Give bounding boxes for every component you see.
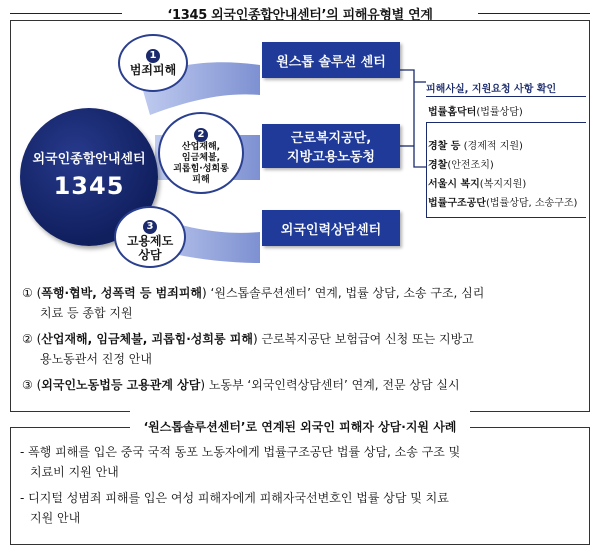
support-panel xyxy=(426,80,586,95)
panel-rule xyxy=(426,122,586,123)
support-org: 법률구조공단 xyxy=(428,198,486,209)
support-note: (경제적 지원) xyxy=(463,141,523,152)
bubble-label: 범죄피해 xyxy=(129,63,177,77)
cases-list xyxy=(20,442,582,528)
item-text: 근로복지공단 보험급여 신청 또는 지방고 xyxy=(257,332,474,346)
explanation-item: ① (폭행·협박, 성폭력 등 범죄피해) ‘원스톱솔루션센터’ 연계, 법률 상담, 소송 구조, 심리 치료 등 종합 지원 xyxy=(22,283,582,327)
box-label: 외국인력상담센터 xyxy=(280,222,382,238)
support-list xyxy=(428,137,577,213)
item-mark: ③ xyxy=(22,378,33,392)
number-2-badge: 2 xyxy=(194,128,208,142)
support-heading: 피해사실, 지원요청 사항 확인 xyxy=(426,84,557,95)
item-text: 노동부 ‘외국인력상담센터’ 연계, 전문 상담 실시 xyxy=(205,378,460,392)
panel-rule xyxy=(426,96,586,97)
case-item xyxy=(20,442,582,482)
cases-title: ‘원스톱솔루션센터’로 연계된 외국인 피해자 상담·지원 사례 xyxy=(143,420,457,434)
bubble-label: 산업재해, xyxy=(181,142,221,152)
hub-name: 외국인종합안내센터 xyxy=(32,152,146,167)
support-note: (안전조치) xyxy=(447,160,494,171)
item-text: 용노동관서 진정 안내 xyxy=(40,352,152,366)
number-1-badge: 1 xyxy=(146,49,160,63)
bubble-label: 피해 xyxy=(192,175,210,185)
box-foreign-worker-center xyxy=(262,210,400,246)
bubble-labor-damage xyxy=(158,112,244,194)
box-label: 근로복지공단, xyxy=(290,131,372,146)
item-category: 산업재해, 임금체불, 괴롭힘·성희롱 피해 xyxy=(41,332,253,346)
panel-rule xyxy=(426,217,586,218)
explanations xyxy=(22,283,582,395)
case-item xyxy=(20,488,582,528)
panel-rule xyxy=(426,122,427,217)
number-3-badge: 3 xyxy=(143,220,157,234)
item-text: 치료 등 종합 지원 xyxy=(40,306,133,320)
support-org: 서울시 복지 xyxy=(428,179,480,190)
item-text: ‘원스톱솔루션센터’ 연계, 법률 상담, 소송 구조, 심리 xyxy=(206,286,485,300)
support-item xyxy=(428,137,577,156)
link-line-1 xyxy=(400,70,426,167)
bubble-label: 괴롭힘·성희롱 xyxy=(173,164,229,174)
diagram-title: ‘1345 외국인종합안내센터’의 피해유형별 연계 xyxy=(167,8,433,23)
case-text: - 폭행 피해를 입은 중국 국적 동포 노동자에게 법률구조공단 법률 상담, 소송 구조 및 xyxy=(20,445,461,459)
support-note: (복지지원) xyxy=(479,179,527,190)
box-welfare-labor xyxy=(262,124,400,168)
support-org: 경찰 xyxy=(428,160,448,171)
support-note: (법률상담, 소송구조) xyxy=(485,198,578,209)
item-mark: ② xyxy=(22,332,33,346)
support-note: (법률상담) xyxy=(476,107,523,118)
box-onestop-center xyxy=(262,42,400,78)
case-text: - 디지털 성범죄 피해를 입은 여성 피해자에게 피해자국선변호인 법률 상담 및 치료 xyxy=(20,491,449,505)
explanation-item: ③ (외국인노동법등 고용관계 상담) 노동부 ‘외국인력상담센터’ 연계, 전문 상담 실시 xyxy=(22,378,460,392)
hub-number: 1345 xyxy=(53,172,125,200)
case-text: 지원 안내 xyxy=(30,511,81,525)
bubble-label: 임금체불, xyxy=(181,153,221,163)
bubble-label: 고용제도 xyxy=(126,234,174,248)
support-item xyxy=(428,175,577,194)
bubble-label: 상담 xyxy=(138,248,162,262)
bubble-crime-victim xyxy=(118,34,188,92)
bubble-employment-consult xyxy=(114,206,186,268)
item-category: 외국인노동법등 고용관계 상담 xyxy=(41,378,201,392)
explanation-item: ② (산업재해, 임금체불, 괴롭힘·성희롱 피해) 근로복지공단 보험급여 신청 또는 지방고 용노동관서 진정 안내 xyxy=(22,329,582,373)
support-org: 경찰 등 xyxy=(428,141,461,152)
box-label: 지방고용노동청 xyxy=(287,150,375,165)
support-item xyxy=(428,194,577,213)
case-text: 치료비 지원 안내 xyxy=(30,465,119,479)
support-item xyxy=(428,103,523,118)
box-label: 원스톱 솔루션 센터 xyxy=(276,54,386,70)
support-item xyxy=(428,156,577,175)
support-org: 법률홈닥터 xyxy=(428,107,477,118)
item-category: 폭행·협박, 성폭력 등 범죄피해 xyxy=(41,286,203,300)
item-mark: ① xyxy=(22,286,33,300)
